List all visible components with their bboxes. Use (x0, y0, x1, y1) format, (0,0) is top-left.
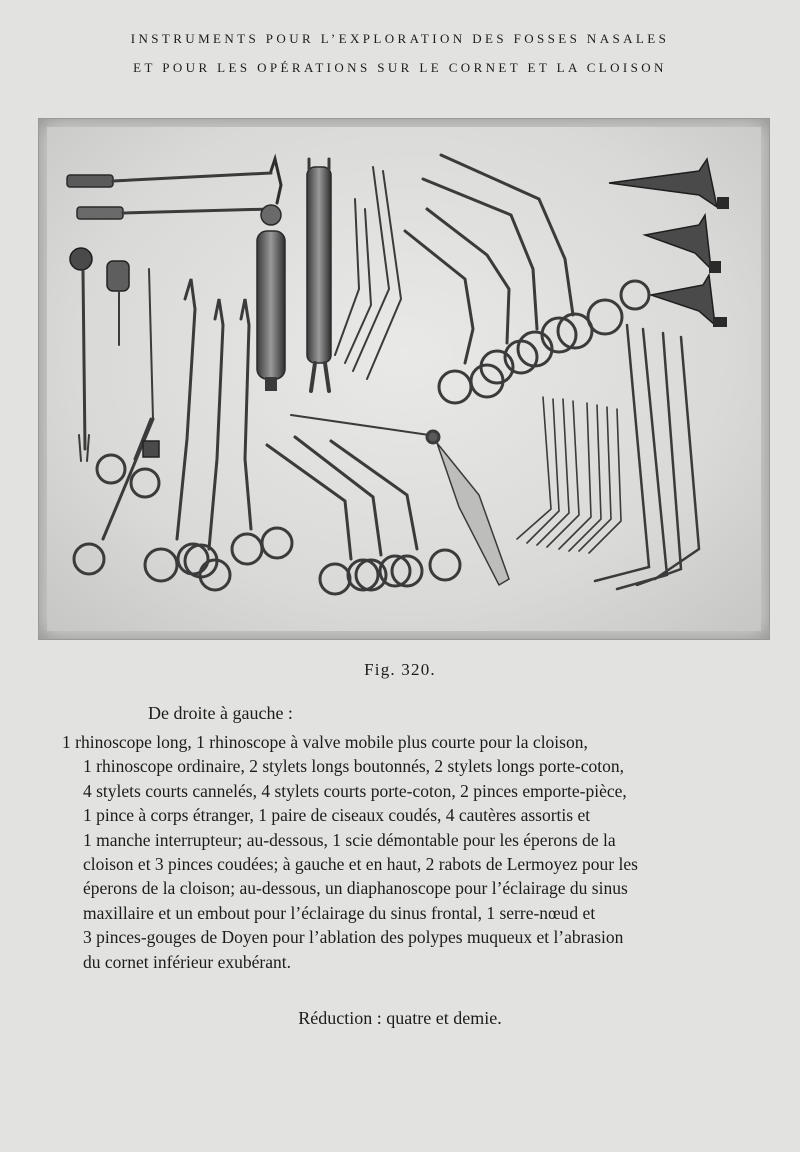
doyen-forceps-1 (145, 279, 217, 581)
paragraph-line: cloison et 3 pinces coudées; à gauche et en haut, 2 rabots de Lermoyez pour les (83, 854, 638, 875)
rhinoscope-ordinary (621, 275, 727, 327)
demountable-saw (307, 159, 331, 391)
cauteries (595, 325, 699, 589)
header-line-1: INSTRUMENTS POUR L’EXPLORATION DES FOSSES NASALES (130, 31, 670, 46)
reduction-note: Réduction : quatre et demie. (298, 1008, 502, 1028)
saw-blade-handle (291, 415, 509, 585)
header-line-2: ET POUR LES OPÉRATIONS SUR LE CORNET ET LA CLOISON (133, 60, 667, 75)
paragraph-line: maxillaire et un embout pour l’éclairage du sinus frontal, 1 serre-nœud et (83, 902, 596, 923)
rhinoscope-mobile-valve (645, 215, 721, 273)
paragraph-line: 1 pince à corps étranger, 1 paire de ciseaux coudés, 4 cautères assortis et (83, 805, 591, 826)
paragraph-line: éperons de la cloison; au-dessous, un diaphanoscope pour l’éclairage du sinus (83, 878, 628, 899)
page-header (0, 24, 800, 82)
figure-caption: Fig. 320. (364, 660, 436, 679)
interrupter-handle (257, 159, 285, 391)
paragraph-line: 4 stylets courts cannelés, 4 stylets courts porte-coton, 2 pinces emporte-pièce, (83, 780, 627, 801)
rabot-instrument-1 (67, 173, 271, 187)
rabot-instrument-2 (77, 207, 271, 219)
diaphanoscope (70, 248, 129, 461)
description-paragraph (62, 730, 762, 974)
short-stylets (517, 397, 621, 553)
surgical-instruments-illustration (39, 119, 769, 639)
paragraph-line: du cornet inférieur exubérant. (83, 951, 291, 972)
serre-noeud (74, 269, 159, 574)
angled-forceps-1 (267, 445, 378, 594)
angled-forceps-3 (331, 441, 460, 586)
figure-photograph (38, 118, 770, 640)
intro-text: De droite à gauche : (148, 703, 293, 723)
paragraph-line: 1 manche interrupteur; au-dessous, 1 scie démontable pour les éperons de la (83, 829, 616, 850)
paragraph-line: 1 rhinoscope long, 1 rhinoscope à valve mobile plus courte pour la cloison, (62, 732, 588, 752)
paragraph-line: 3 pinces-gouges de Doyen pour l’ablation des polypes muqueux et l’abrasion (83, 927, 624, 948)
rhinoscope-long (609, 159, 729, 209)
paragraph-line: 1 rhinoscope ordinaire, 2 stylets longs boutonnés, 2 stylets longs porte-coton, (83, 756, 624, 777)
long-stylets (335, 167, 401, 379)
punch-forceps-1 (441, 155, 622, 348)
